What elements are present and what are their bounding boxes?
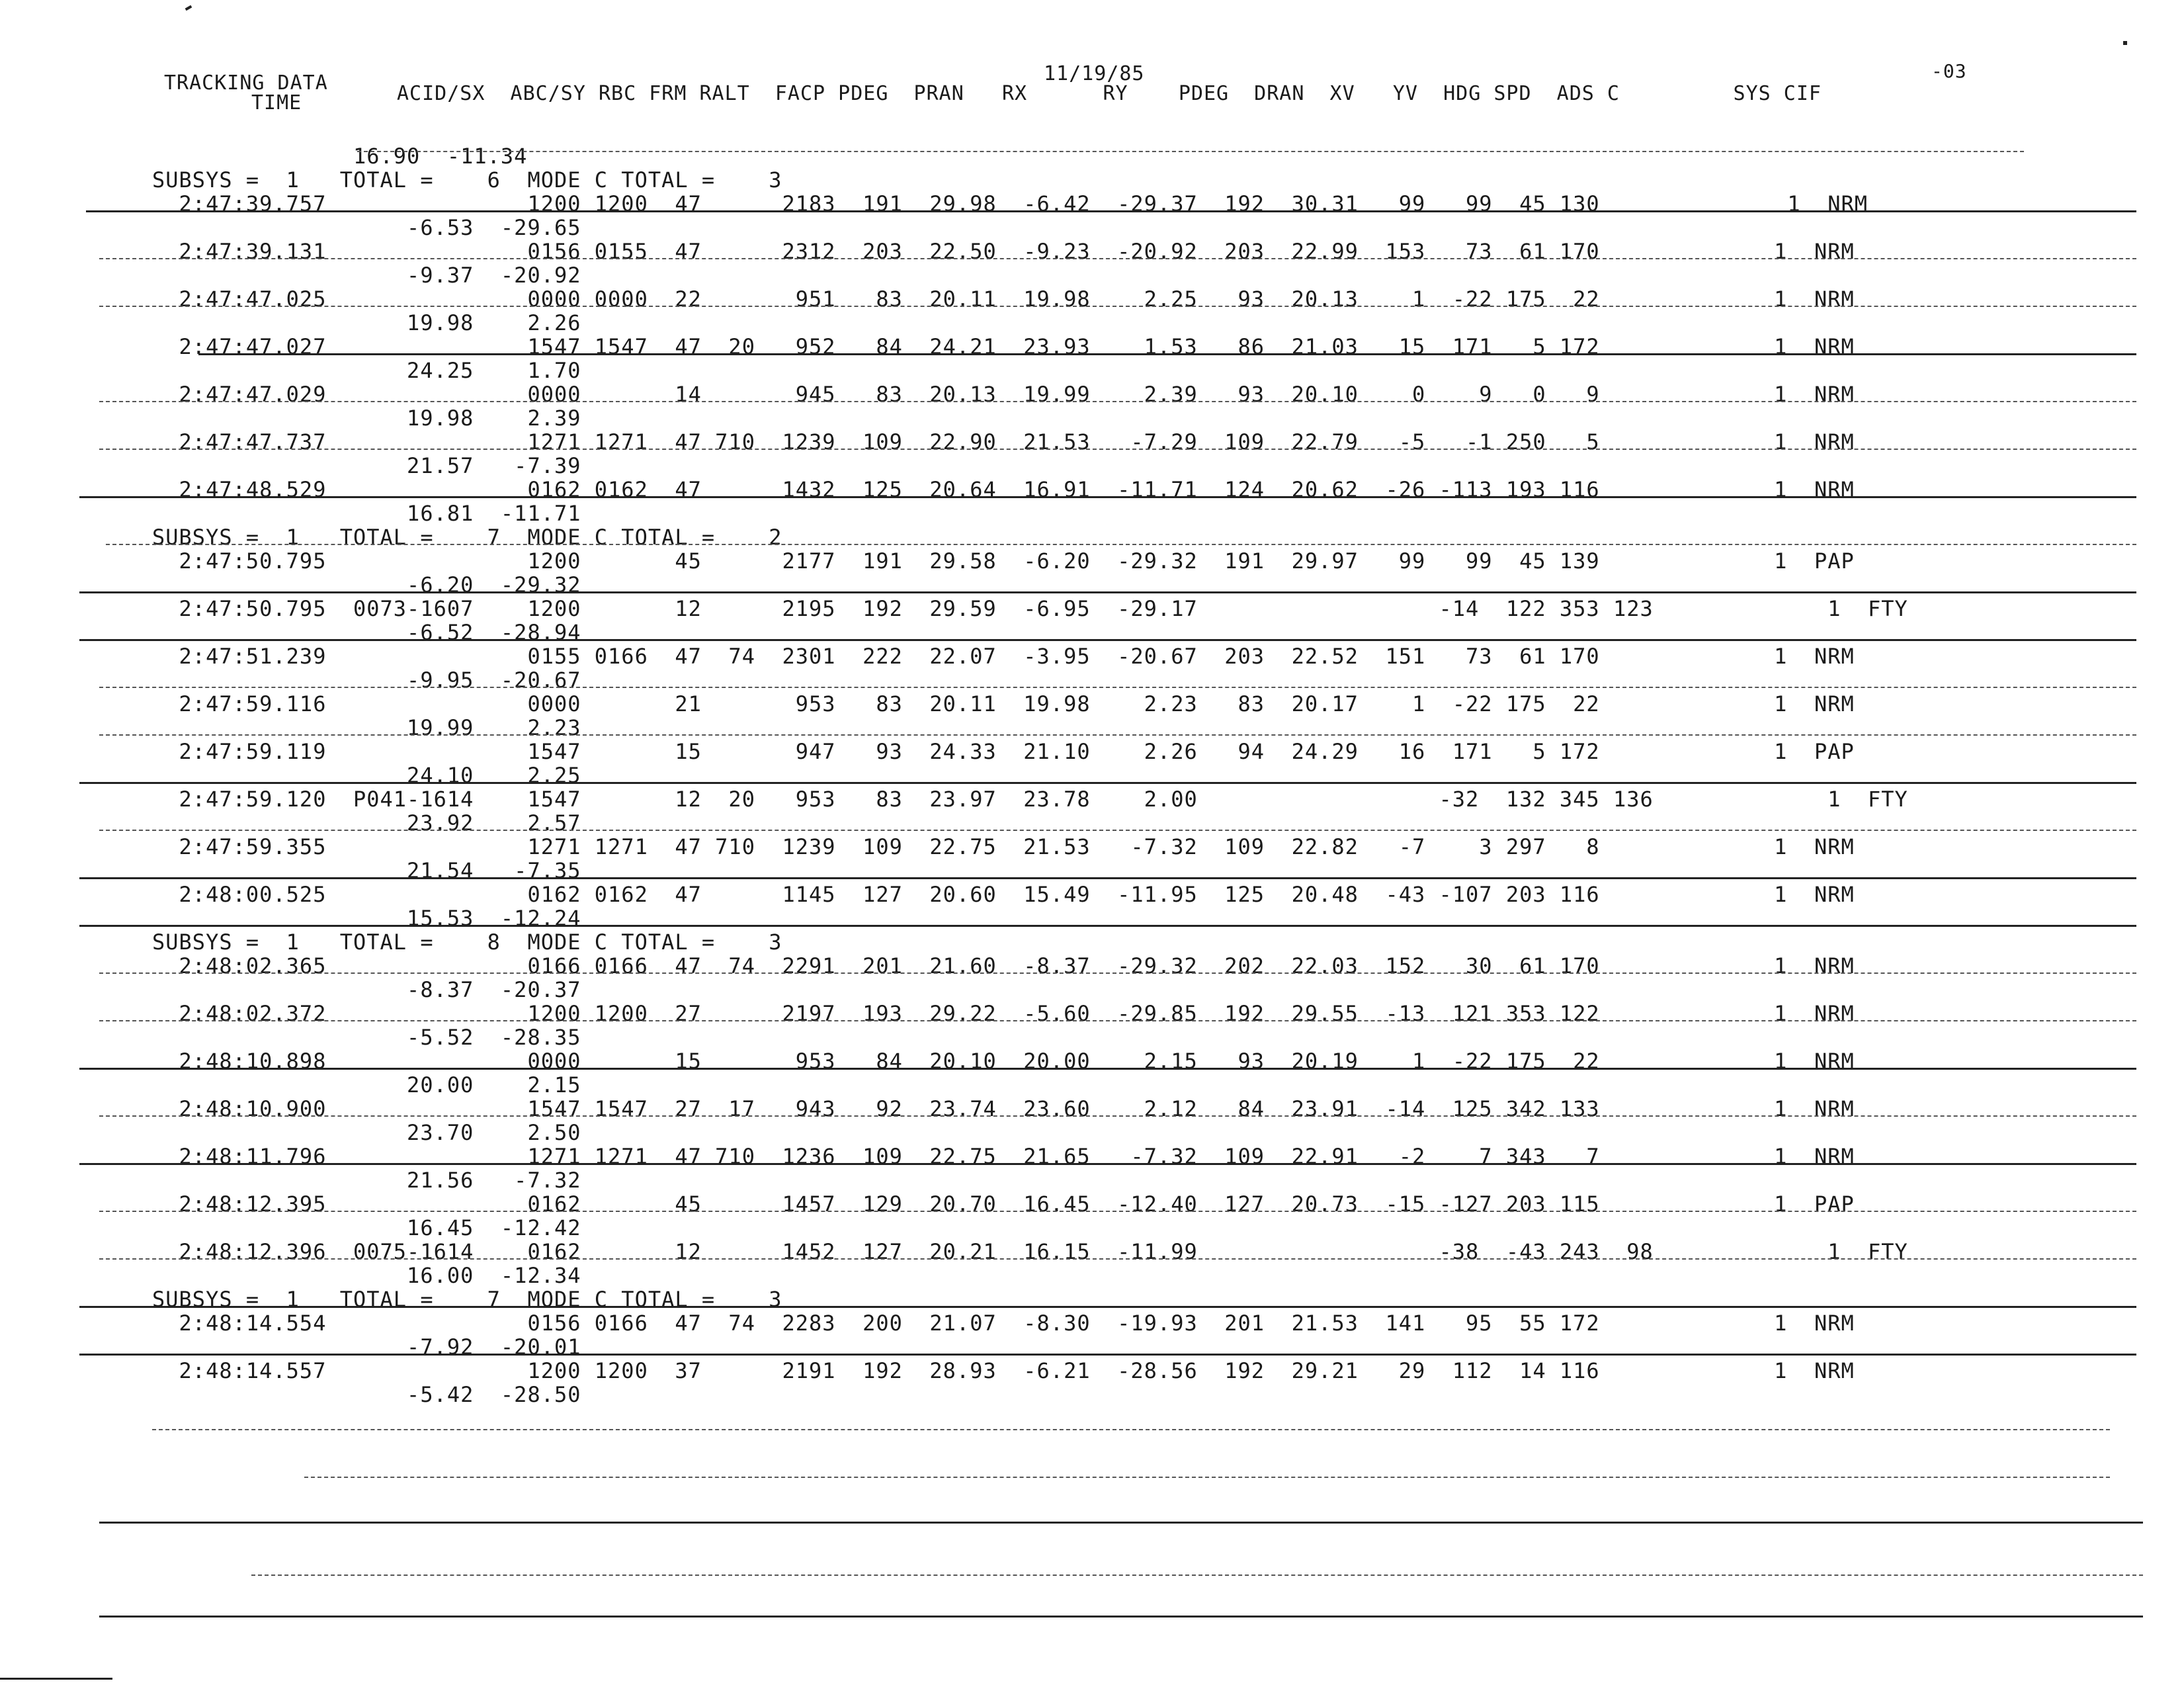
printout-line: -6.52 -28.94 bbox=[152, 620, 581, 645]
printout-line: 2:47:47.029 0000 14 945 83 20.13 19.99 2.39 93 20.10 0 9 0 9 1 NRM bbox=[152, 382, 1855, 407]
printout-line: 2:48:12.395 0162 45 1457 129 20.70 16.45 -12.40 127 20.73 -15 -127 203 115 1 PAP bbox=[152, 1191, 1855, 1217]
rule bbox=[99, 401, 2136, 402]
printout-line: -7.92 -20.01 bbox=[152, 1334, 581, 1359]
printout-line: 24.25 1.70 bbox=[152, 358, 581, 383]
printout-line: 2:48:14.554 0156 0166 47 74 2283 200 21.07 -8.30 -19.93 201 21.53 141 95 55 172 1 NRM bbox=[152, 1311, 1855, 1336]
printout-line: 2:47:51.239 0155 0166 47 74 2301 222 22.07 -3.95 -20.67 203 22.52 151 73 61 170 1 NRM bbox=[152, 644, 1855, 669]
printout-line: 2:47:39.131 0156 0155 47 2312 203 22.50 -9.23 -20.92 203 22.99 153 73 61 170 1 NRM bbox=[152, 239, 1855, 264]
rule bbox=[79, 1068, 2136, 1070]
header-date: 11/19/85 bbox=[1044, 62, 1145, 85]
rule bbox=[99, 687, 2136, 688]
rule bbox=[99, 1258, 2136, 1260]
printout-line: 16.45 -12.42 bbox=[152, 1215, 581, 1240]
printout-line: 2:48:11.796 1271 1271 47 710 1236 109 22.75 21.65 -7.32 109 22.91 -2 7 343 7 1 NRM bbox=[152, 1144, 1855, 1169]
printout-line: 16.00 -12.34 bbox=[152, 1263, 581, 1288]
printout-line: -9.95 -20.67 bbox=[152, 668, 581, 693]
header-time-label: TIME bbox=[251, 91, 302, 114]
rule bbox=[106, 544, 2136, 545]
rule bbox=[79, 639, 2136, 641]
printout-line: 21.57 -7.39 bbox=[152, 453, 581, 478]
printout-line: -5.42 -28.50 bbox=[152, 1382, 581, 1407]
printout-line: 2:47:59.355 1271 1271 47 710 1239 109 22.75 21.53 -7.32 109 22.82 -7 3 297 8 1 NRM bbox=[152, 834, 1855, 859]
printout-line: SUBSYS = 1 TOTAL = 6 MODE C TOTAL = 3 bbox=[152, 167, 782, 193]
printout-line: 2:48:10.900 1547 1547 27 17 943 92 23.74 23.60 2.12 84 23.91 -14 125 342 133 1 NRM bbox=[152, 1096, 1855, 1121]
printout-line: 2:48:10.898 0000 15 953 84 20.10 20.00 2.15 93 20.19 1 -22 175 22 1 NRM bbox=[152, 1049, 1855, 1074]
rule bbox=[304, 1477, 2110, 1478]
rule bbox=[99, 258, 2136, 259]
rule bbox=[198, 353, 2136, 355]
printout-line: 2:48:12.396 0075-1614 0162 12 1452 127 20.21 16.15 -11.99 -38 -43 243 98 1 FTY bbox=[152, 1239, 1908, 1264]
printout-line: 15.53 -12.24 bbox=[152, 906, 581, 931]
printout-line: 16.90 -11.34 bbox=[152, 144, 528, 169]
printout-line: 2:47:59.116 0000 21 953 83 20.11 19.98 2.23 83 20.17 1 -22 175 22 1 NRM bbox=[152, 691, 1855, 716]
printout-line: -6.20 -29.32 bbox=[152, 572, 581, 597]
printout-line: 2:47:47.027 1547 1547 47 20 952 84 24.21 23.93 1.53 86 21.03 15 171 5 172 1 NRM bbox=[152, 334, 1855, 359]
printout-line: 19.98 2.26 bbox=[152, 310, 581, 335]
printout-line: 2:47:39.757 1200 1200 47 2183 191 29.98 -6.42 -29.37 192 30.31 99 99 45 130 1 NRM bbox=[152, 191, 1868, 216]
printout-line: 2:47:50.795 0073-1607 1200 12 2195 192 29.59 -6.95 -29.17 -14 122 353 123 1 FTY bbox=[152, 596, 1908, 621]
printout-line: -9.37 -20.92 bbox=[152, 263, 581, 288]
printout-line: 21.54 -7.35 bbox=[152, 858, 581, 883]
printout-line: 19.98 2.39 bbox=[152, 406, 581, 431]
printout-line: 20.00 2.15 bbox=[152, 1072, 581, 1098]
rule bbox=[99, 734, 2136, 736]
rule bbox=[99, 1522, 2143, 1524]
printout-line: 2:47:59.120 P041-1614 1547 12 20 953 83 23.97 23.78 2.00 -32 132 345 136 1 FTY bbox=[152, 787, 1908, 812]
stray-mark bbox=[185, 5, 192, 11]
rule bbox=[99, 306, 2136, 307]
rule bbox=[152, 1429, 2110, 1430]
rule bbox=[99, 1020, 2136, 1021]
printout-line: -8.37 -20.37 bbox=[152, 977, 581, 1002]
rule bbox=[79, 877, 2136, 879]
printout-line: 24.10 2.25 bbox=[152, 763, 581, 788]
printout-line: 16.81 -11.71 bbox=[152, 501, 581, 526]
printout-line: 19.99 2.23 bbox=[152, 715, 581, 740]
rule bbox=[79, 591, 2136, 593]
printout-line: 2:48:00.525 0162 0162 47 1145 127 20.60 15.49 -11.95 125 20.48 -43 -107 203 116 1 NRM bbox=[152, 882, 1855, 907]
header-letters: -03 bbox=[1931, 60, 1967, 82]
rule bbox=[251, 1575, 2143, 1576]
header-columns: ACID/SX ABC/SY RBC FRM RALT FACP PDEG PRAN RX RY PDEG DRAN XV YV HDG SPD ADS C SYS CIF bbox=[397, 82, 1822, 105]
rule bbox=[99, 972, 2136, 974]
rule bbox=[79, 1354, 2136, 1356]
printout-line: 2:47:50.795 1200 45 2177 191 29.58 -6.20 -29.32 191 29.97 99 99 45 139 1 PAP bbox=[152, 548, 1855, 574]
rule bbox=[357, 151, 2024, 152]
printout-line: 23.70 2.50 bbox=[152, 1120, 581, 1145]
printout-line: 2:47:59.119 1547 15 947 93 24.33 21.10 2.26 94 24.29 16 171 5 172 1 PAP bbox=[152, 739, 1855, 764]
printout-line: SUBSYS = 1 TOTAL = 7 MODE C TOTAL = 3 bbox=[152, 1287, 782, 1312]
printout-line: 2:48:02.372 1200 1200 27 2197 193 29.22 -5.60 -29.85 192 29.55 -13 121 353 122 1 NRM bbox=[152, 1001, 1855, 1026]
printout-line: -6.53 -29.65 bbox=[152, 215, 581, 240]
rule bbox=[99, 1115, 2136, 1117]
printout-line: 23.92 2.57 bbox=[152, 810, 581, 836]
rule bbox=[99, 1616, 2143, 1618]
printout-line: 2:47:47.025 0000 0000 22 951 83 20.11 19.98 2.25 93 20.13 1 -22 175 22 1 NRM bbox=[152, 286, 1855, 312]
stray-mark bbox=[2123, 41, 2127, 45]
rule bbox=[99, 1211, 2136, 1212]
rule bbox=[99, 830, 2136, 831]
rule bbox=[79, 496, 2136, 498]
rule bbox=[79, 925, 2136, 927]
printout-line: 2:47:47.737 1271 1271 47 710 1239 109 22.90 21.53 -7.29 109 22.79 -5 -1 250 5 1 NRM bbox=[152, 429, 1855, 454]
rule bbox=[79, 782, 2136, 784]
header-title: TRACKING DATA bbox=[164, 71, 328, 95]
rule bbox=[79, 1306, 2136, 1308]
rule bbox=[86, 210, 2136, 212]
printout-line: SUBSYS = 1 TOTAL = 7 MODE C TOTAL = 2 bbox=[152, 525, 782, 550]
printout-line: -5.52 -28.35 bbox=[152, 1025, 581, 1050]
stray-mark bbox=[0, 1678, 112, 1680]
rule bbox=[79, 1163, 2136, 1165]
rule bbox=[99, 449, 2136, 450]
printout-line: 2:48:02.365 0166 0166 47 74 2291 201 21.60 -8.37 -29.32 202 22.03 152 30 61 170 1 NRM bbox=[152, 953, 1855, 978]
printout-line: 2:48:14.557 1200 1200 37 2191 192 28.93 -6.21 -28.56 192 29.21 29 112 14 116 1 NRM bbox=[152, 1358, 1855, 1383]
printout-line: SUBSYS = 1 TOTAL = 8 MODE C TOTAL = 3 bbox=[152, 929, 782, 955]
printout-line: 21.56 -7.32 bbox=[152, 1168, 581, 1193]
printout-line: 2:47:48.529 0162 0162 47 1432 125 20.64 16.91 -11.71 124 20.62 -26 -113 193 116 1 NRM bbox=[152, 477, 1855, 502]
